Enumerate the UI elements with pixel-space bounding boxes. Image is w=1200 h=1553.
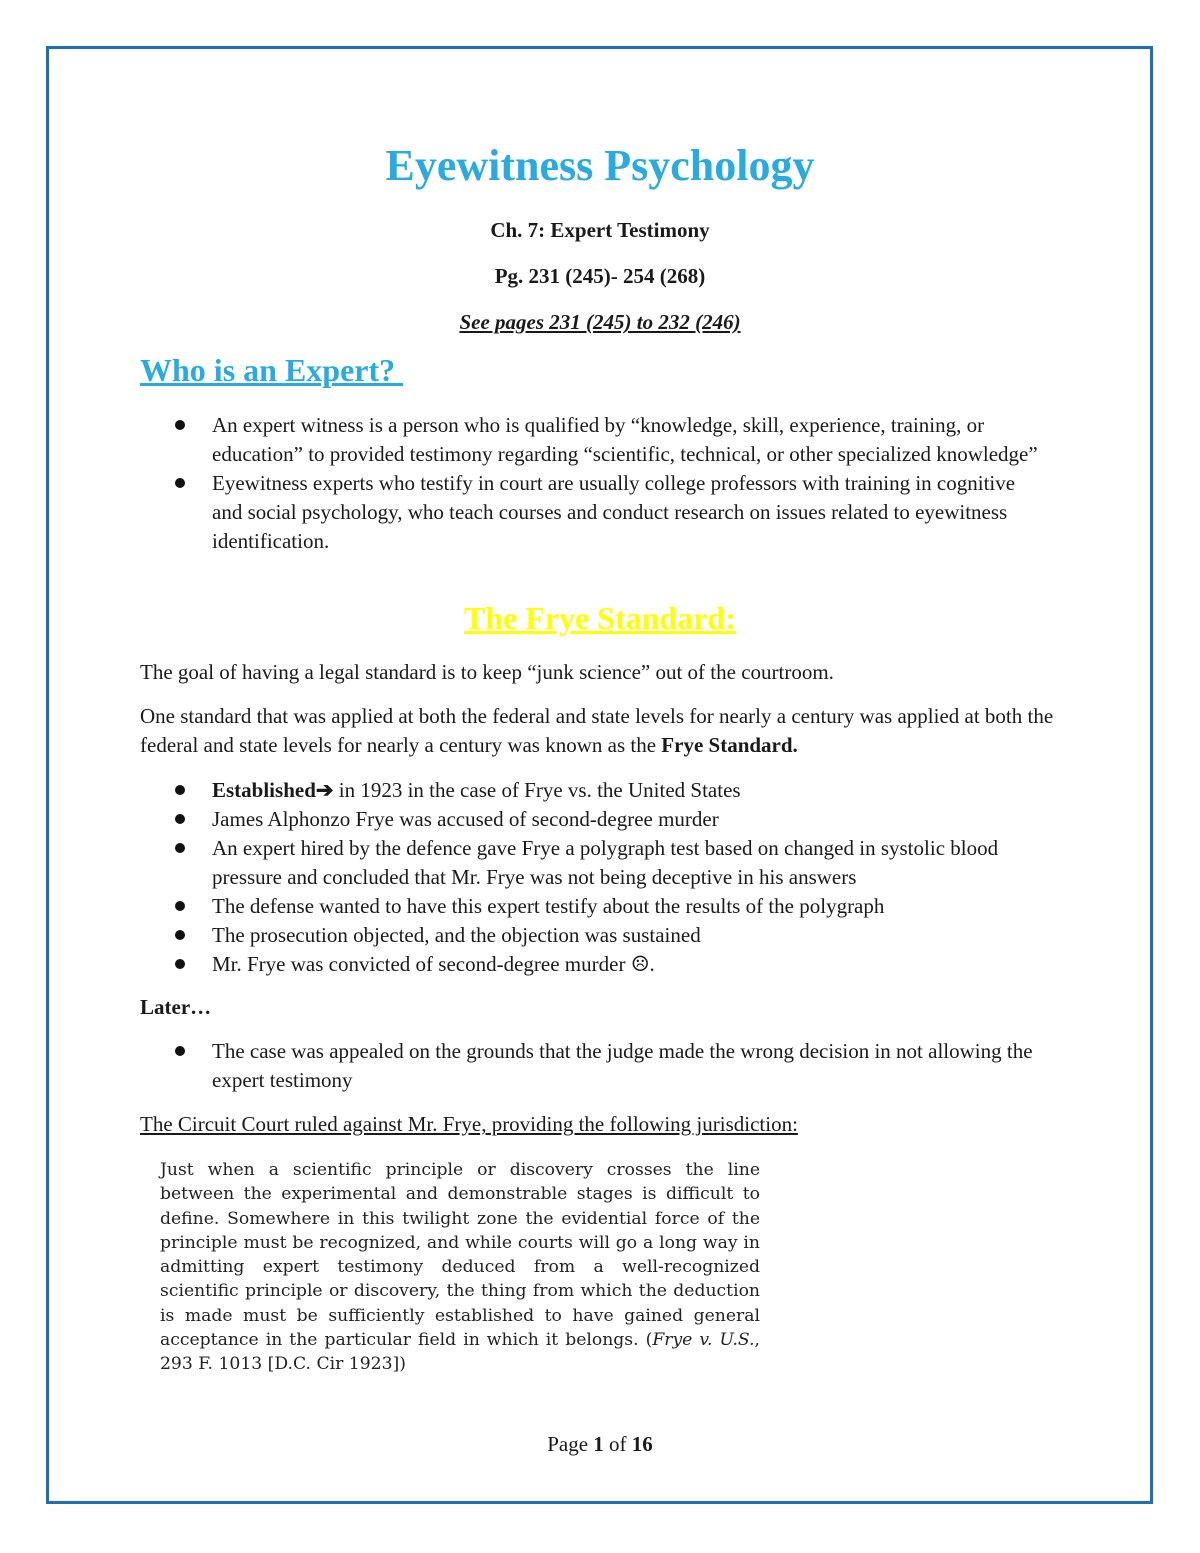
list-item-text: Eyewitness experts who testify in court are usually college professors with training in cognitive and social psychology, who teach courses and conduct research on issues related to eyewitness identification. — [212, 471, 1016, 553]
page-total: 16 — [631, 1432, 653, 1456]
list-item-text: James Alphonzo Frye was accused of second-degree murder — [212, 807, 719, 831]
list-item-text: An expert hired by the defence gave Frye a polygraph test based on changed in systolic blood pressure and concluded that Mr. Frye was not being deceptive in his answers — [212, 836, 999, 889]
bullet-icon — [175, 785, 185, 795]
list-item — [140, 411, 1040, 469]
quote-case-name: Frye v. U.S. — [652, 1330, 755, 1351]
bullet-icon — [175, 843, 185, 853]
page-label: Page — [547, 1432, 594, 1456]
established-label: Established — [212, 778, 316, 802]
list-item-text: The prosecution objected, and the objection was sustained — [212, 923, 701, 947]
page-range: Pg. 231 (245)- 254 (268) — [494, 264, 706, 288]
chapter-subtitle: Ch. 7: Expert Testimony — [490, 218, 710, 242]
bullet-icon — [175, 930, 185, 940]
frye-bullet-list — [140, 776, 1040, 979]
standard-paragraph-text: One standard that was applied at both the federal and state levels for nearly a century was applied at both the federal and state levels for nearly a century was known as the — [140, 704, 1054, 757]
page-footer — [0, 1432, 1200, 1457]
right-arrow-icon: ➔ — [315, 778, 334, 802]
later-label: Later… — [140, 995, 212, 1019]
of-label: of — [603, 1432, 632, 1456]
bullet-icon — [175, 959, 185, 969]
bullet-icon — [175, 814, 185, 824]
page-number: 1 — [593, 1432, 604, 1456]
bullet-icon — [175, 901, 185, 911]
quote-text: Just when a scientific principle or discovery crosses the line between the experimental and demonstrable stages is difficult to define. Somewhere in this twilight zone the evidential force of the principle must be recognized, and while courts will go a long way in admitting expert testimony deduced from a well-recognized scientific principle or discovery, the thing from which the deduction is made must be sufficiently established to have gained general acceptance in the particular field in which it belongs. ( — [160, 1160, 760, 1351]
frye-standard-term: Frye Standard. — [661, 733, 798, 757]
established-text: in 1923 in the case of Frye vs. the United States — [333, 778, 741, 802]
list-item — [140, 1037, 1040, 1095]
goal-paragraph: The goal of having a legal standard is to keep “junk science” out of the courtroom. — [140, 660, 834, 684]
heading-who-is-an-expert: Who is an Expert? — [140, 352, 404, 388]
list-item — [140, 805, 1040, 834]
frye-quote-block — [160, 1158, 760, 1377]
circuit-court-paragraph: The Circuit Court ruled against Mr. Frye, providing the following jurisdiction: — [140, 1112, 798, 1136]
list-item-text: Mr. Frye was convicted of second-degree murder ☹. — [212, 952, 655, 976]
expert-bullet-list — [140, 411, 1040, 556]
list-item — [140, 776, 1040, 805]
document-title: Eyewitness Psychology — [385, 141, 815, 190]
list-item — [140, 834, 1040, 892]
heading-frye-standard: The Frye Standard: — [464, 600, 736, 636]
bullet-icon — [175, 420, 185, 430]
quote-citation: , 293 F. 1013 [D.C. Cir 1923]) — [160, 1330, 760, 1375]
see-pages-reference: See pages 231 (245) to 232 (246) — [459, 310, 741, 334]
list-item-text: The case was appealed on the grounds that the judge made the wrong decision in not allowing the expert testimony — [212, 1039, 1033, 1092]
list-item — [140, 892, 1040, 921]
bullet-icon — [175, 1046, 185, 1056]
list-item — [140, 469, 1040, 556]
list-item-text: An expert witness is a person who is qualified by “knowledge, skill, experience, training, or education” to provided testimony regarding “scientific, technical, or other specialized knowledge” — [212, 413, 1038, 466]
list-item-text: The defense wanted to have this expert testify about the results of the polygraph — [212, 894, 885, 918]
standard-paragraph — [140, 702, 1060, 760]
list-item — [140, 921, 1040, 950]
bullet-icon — [175, 478, 185, 488]
list-item — [140, 950, 1040, 979]
appeal-bullet-list — [140, 1037, 1040, 1095]
